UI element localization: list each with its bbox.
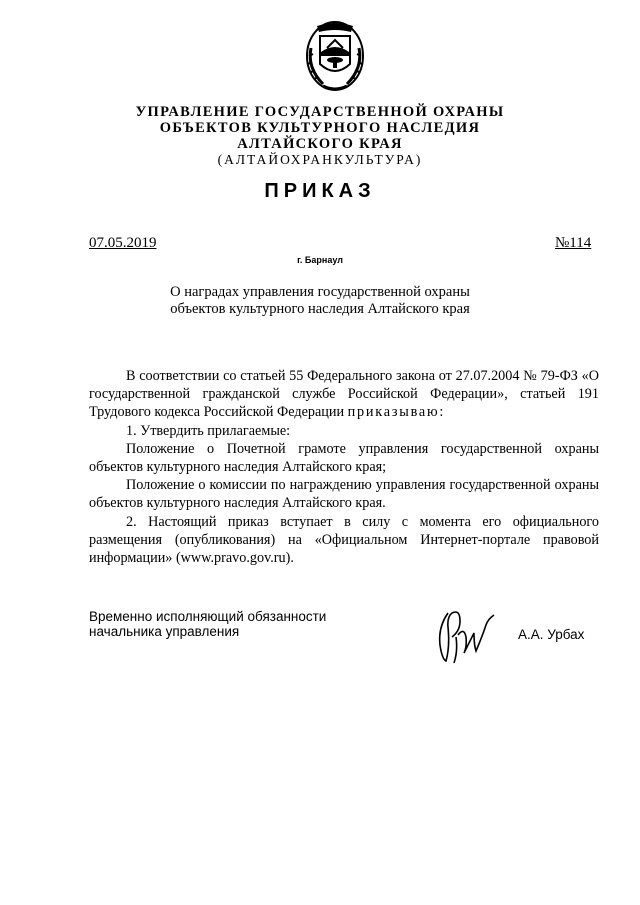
position-line-2: начальника управления xyxy=(89,624,240,639)
document-subject xyxy=(0,284,640,318)
paragraph-item-1: 1. Утвердить прилагаемые: xyxy=(126,422,291,439)
document-number: №114 xyxy=(555,235,592,251)
paragraph-item-2: 2. Настоящий приказ вступает в силу с момента его официального размещения (опубликования) на «Официальном Интернет-портале правовой информации» (www.pravo.gov.ru). xyxy=(89,513,599,567)
document-body xyxy=(89,367,599,567)
order-verb: приказываю: xyxy=(347,404,446,421)
org-name-line-1: УПРАВЛЕНИЕ ГОСУДАРСТВЕННОЙ ОХРАНЫ xyxy=(135,104,505,120)
org-short-name: (АЛТАЙОХРАНКУЛЬТУРА) xyxy=(217,152,423,167)
paragraph-preamble xyxy=(89,367,599,422)
issuing-authority xyxy=(0,104,640,168)
signatory-name: А.А. Урбах xyxy=(518,627,585,642)
document-city: г. Барнаул xyxy=(297,255,343,265)
subject-line-1: О наградах управления государственной охраны xyxy=(170,284,470,300)
document-date: 07.05.2019 xyxy=(89,235,157,251)
coat-of-arms-emblem xyxy=(303,18,367,94)
paragraph-regulation-2: Положение о комиссии по награждению управления государственной охраны объектов культурного наследия Алтайского края. xyxy=(89,477,599,512)
org-name-line-2: ОБЪЕКТОВ КУЛЬТУРНОГО НАСЛЕДИЯ xyxy=(159,120,481,136)
paragraph-regulation-1: Положение о Почетной грамоте управления государственной охраны объектов культурного наследия Алтайского края; xyxy=(89,440,599,476)
org-name-line-3: АЛТАЙСКОГО КРАЯ xyxy=(237,136,403,152)
signatory-position xyxy=(89,609,326,639)
preamble-text: В соответствии со статьей 55 Федерального закона от 27.07.2004 № 79-ФЗ «О государственной гражданской службе Российской Федерации», статьей 191 Трудового кодекса Российской Федерации xyxy=(89,368,599,421)
document-title: ПРИКАЗ xyxy=(264,180,376,202)
position-line-1: Временно исполняющий обязанности xyxy=(89,609,327,624)
handwritten-signature xyxy=(434,607,500,665)
subject-line-2: объектов культурного наследия Алтайского края xyxy=(170,301,470,317)
